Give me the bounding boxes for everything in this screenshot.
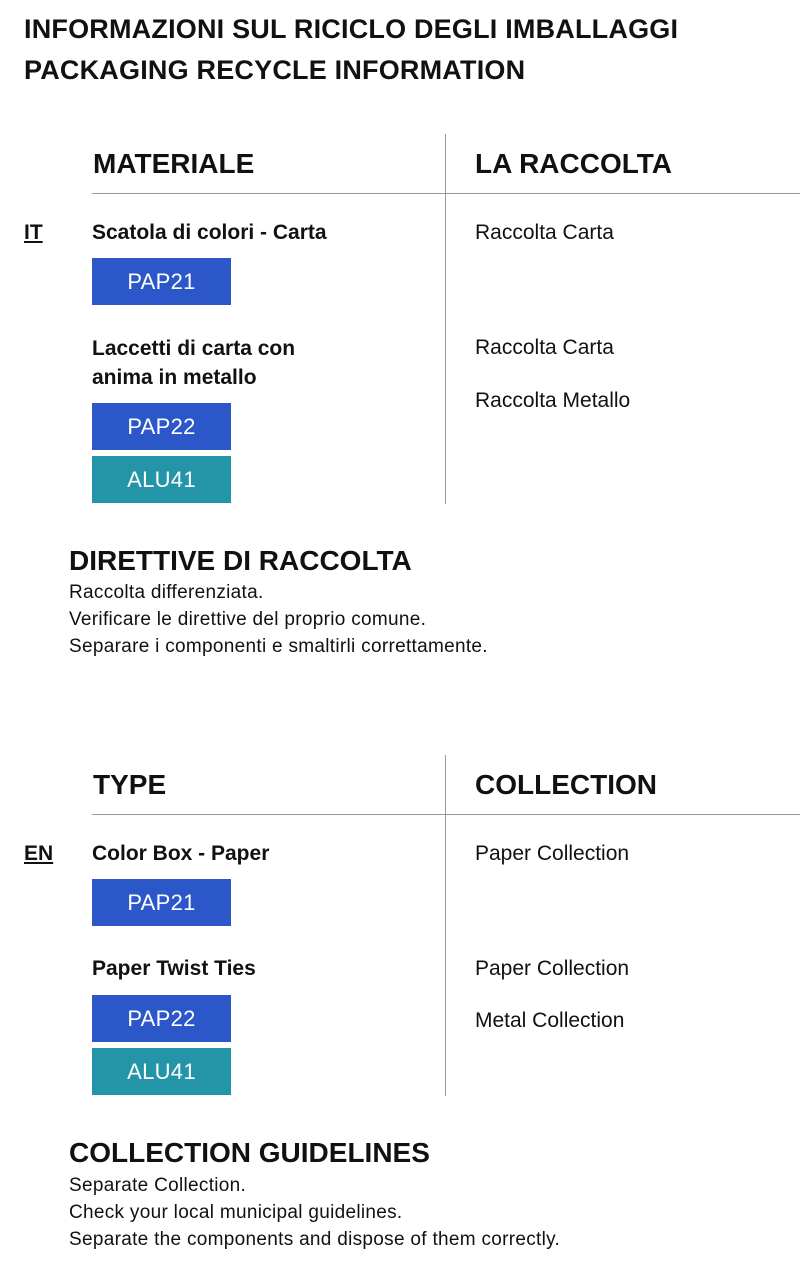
recycle-code-badge: PAP21 (92, 879, 231, 926)
guidelines-title: COLLECTION GUIDELINES (69, 1137, 430, 1168)
recycle-code-badge: ALU41 (92, 1048, 231, 1095)
guideline-line: Verificare le direttive del proprio comune. (69, 609, 427, 630)
guideline-line: Raccolta differenziata. (69, 582, 264, 603)
material-name: Scatola di colori - Carta (92, 221, 327, 244)
column-header-collection: LA RACCOLTA (475, 148, 672, 179)
collection-type: Raccolta Carta (475, 221, 614, 244)
guideline-line: Separate Collection. (69, 1175, 247, 1196)
column-divider-vertical (445, 755, 446, 1096)
collection-type: Raccolta Metallo (475, 389, 631, 412)
language-label: EN (24, 842, 54, 865)
page-title-en: PACKAGING RECYCLE INFORMATION (24, 55, 526, 85)
collection-type: Paper Collection (475, 957, 630, 980)
material-name: anima in metallo (92, 366, 257, 389)
collection-type: Metal Collection (475, 1009, 625, 1032)
material-name: Color Box - Paper (92, 842, 270, 865)
recycle-code-badge: PAP22 (92, 403, 231, 450)
recycle-code-badge: ALU41 (92, 456, 231, 503)
guidelines-title: DIRETTIVE DI RACCOLTA (69, 545, 412, 576)
collection-type: Raccolta Carta (475, 336, 614, 359)
page-title-it: INFORMAZIONI SUL RICICLO DEGLI IMBALLAGGI (24, 14, 679, 44)
recycle-code-badge: PAP22 (92, 995, 231, 1042)
material-name: Paper Twist Ties (92, 957, 256, 980)
guideline-line: Check your local municipal guidelines. (69, 1202, 403, 1223)
column-divider-vertical (445, 134, 446, 504)
header-divider (92, 193, 800, 194)
language-label: IT (24, 221, 43, 244)
column-header-type: TYPE (93, 769, 167, 800)
material-name: Laccetti di carta con (92, 337, 296, 360)
collection-type: Paper Collection (475, 842, 630, 865)
guideline-line: Separate the components and dispose of them correctly. (69, 1229, 561, 1250)
column-header-collection: COLLECTION (475, 769, 657, 800)
header-divider (92, 814, 800, 815)
guideline-line: Separare i componenti e smaltirli correttamente. (69, 636, 488, 657)
column-header-material: MATERIALE (93, 148, 255, 179)
recycle-code-badge: PAP21 (92, 258, 231, 305)
